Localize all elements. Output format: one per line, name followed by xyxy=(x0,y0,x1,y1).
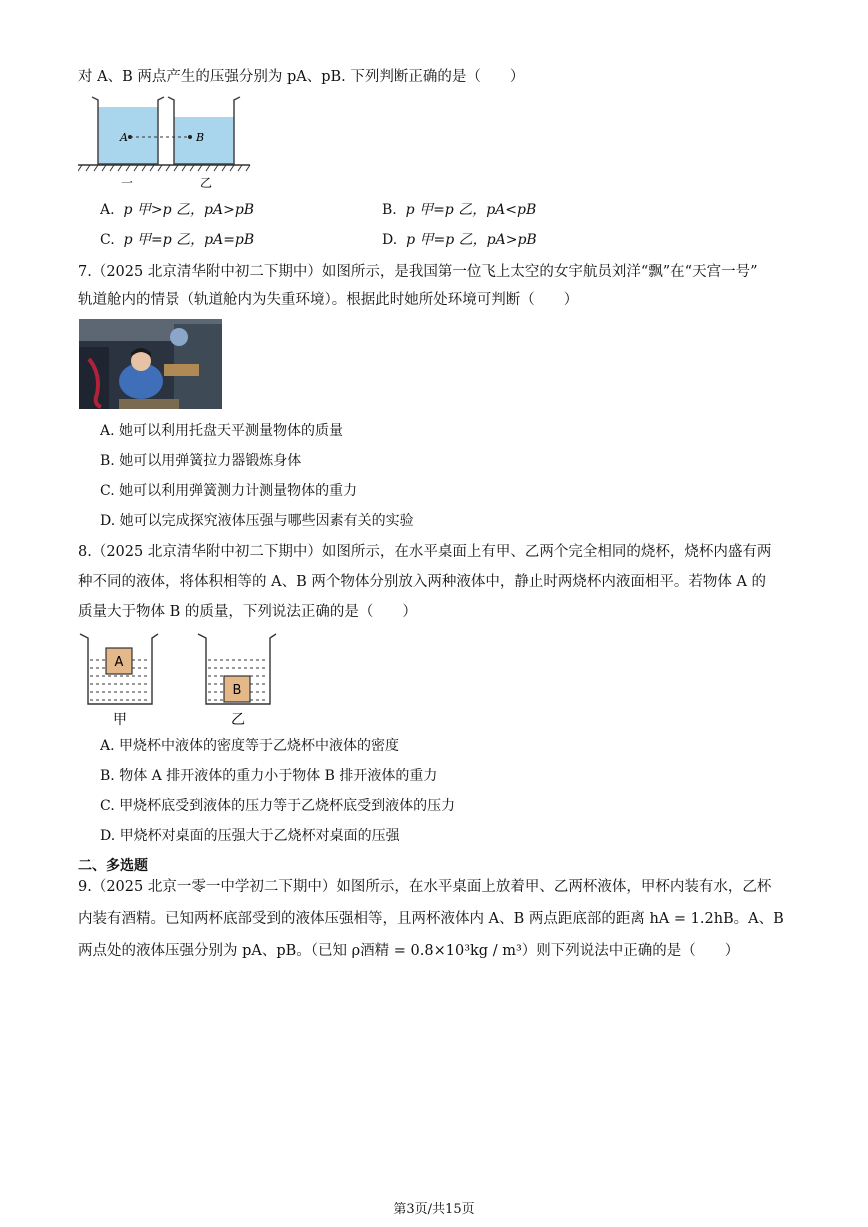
q6-option-b: B. p 甲=p 乙，pA<pB xyxy=(382,202,537,218)
q6-option-c: C. p 甲=p 乙，pA=pB xyxy=(100,232,255,248)
q8-option-c: C. 甲烧杯底受到液体的压力等于乙烧杯底受到液体的压力 xyxy=(100,798,456,814)
q8-block-a: A xyxy=(114,655,124,670)
q7-line-1: 7.（2025 北京清华附中初二下期中）如图所示，是我国第一位飞上太空的女宇航员刘洋“飘”在“天宫一号” xyxy=(78,264,758,280)
q7-option-b: B. 她可以用弹簧拉力器锻炼身体 xyxy=(100,453,302,469)
q9-line-3: 两点处的液体压强分别为 pA、pB。（已知 ρ酒精 = 0.8×10³kg / m³）则下列说法中正确的是（ ） xyxy=(78,943,740,959)
q8-option-b: B. 物体 A 排开液体的重力小于物体 B 排开液体的重力 xyxy=(100,768,438,784)
q9-line-2: 内装有酒精。已知两杯底部受到的液体压强相等，且两杯液体内 A、B 两点距底部的距离 hA = 1.2hB。A、B xyxy=(78,911,784,927)
section-heading: 二、多选题 xyxy=(78,858,148,874)
q8-block-b: B xyxy=(232,683,242,698)
q8-beakers-figure xyxy=(78,630,278,730)
q6-option-d: D. p 甲=p 乙，pA>pB xyxy=(382,232,537,248)
q6-label-left: 一 xyxy=(121,176,134,190)
q6-option-a: A. p 甲>p 乙，pA>pB xyxy=(100,202,255,218)
q6-point-a: A xyxy=(120,131,128,144)
q6-beakers-figure xyxy=(78,92,253,192)
q7-option-a: A. 她可以利用托盘天平测量物体的质量 xyxy=(100,423,344,439)
q8-line-3: 质量大于物体 B 的质量，下列说法正确的是（ ） xyxy=(78,604,417,620)
q7-astronaut-photo xyxy=(79,319,222,409)
q7-line-2: 轨道舱内的情景（轨道舱内为失重环境）。根据此时她所处环境可判断（ ） xyxy=(78,292,579,308)
q6-stem-tail: 对 A、B 两点产生的压强分别为 pA、pB. 下列判断正确的是（ ） xyxy=(78,69,525,85)
q8-label-right: 乙 xyxy=(231,712,245,728)
page-number: 第3页/共15页 xyxy=(393,1202,475,1217)
q7-option-d: D. 她可以完成探究液体压强与哪些因素有关的实验 xyxy=(100,513,414,529)
q6-point-b: B xyxy=(196,131,205,144)
q7-option-c: C. 她可以利用弹簧测力计测量物体的重力 xyxy=(100,483,358,499)
q8-line-2: 种不同的液体，将体积相等的 A、B 两个物体分别放入两种液体中，静止时两烧杯内液面相平。若物体 A 的 xyxy=(78,574,767,590)
q9-line-1: 9.（2025 北京一零一中学初二下期中）如图所示，在水平桌面上放着甲、乙两杯液体，甲杯内装有水，乙杯 xyxy=(78,879,772,895)
q6-label-right: 乙 xyxy=(200,176,213,190)
q8-label-left: 甲 xyxy=(113,712,127,728)
q8-option-d: D. 甲烧杯对桌面的压强大于乙烧杯对桌面的压强 xyxy=(100,828,400,844)
q8-line-1: 8.（2025 北京清华附中初二下期中）如图所示，在水平桌面上有甲、乙两个完全相同的烧杯，烧杯内盛有两 xyxy=(78,544,772,560)
q8-option-a: A. 甲烧杯中液体的密度等于乙烧杯中液体的密度 xyxy=(100,738,400,754)
